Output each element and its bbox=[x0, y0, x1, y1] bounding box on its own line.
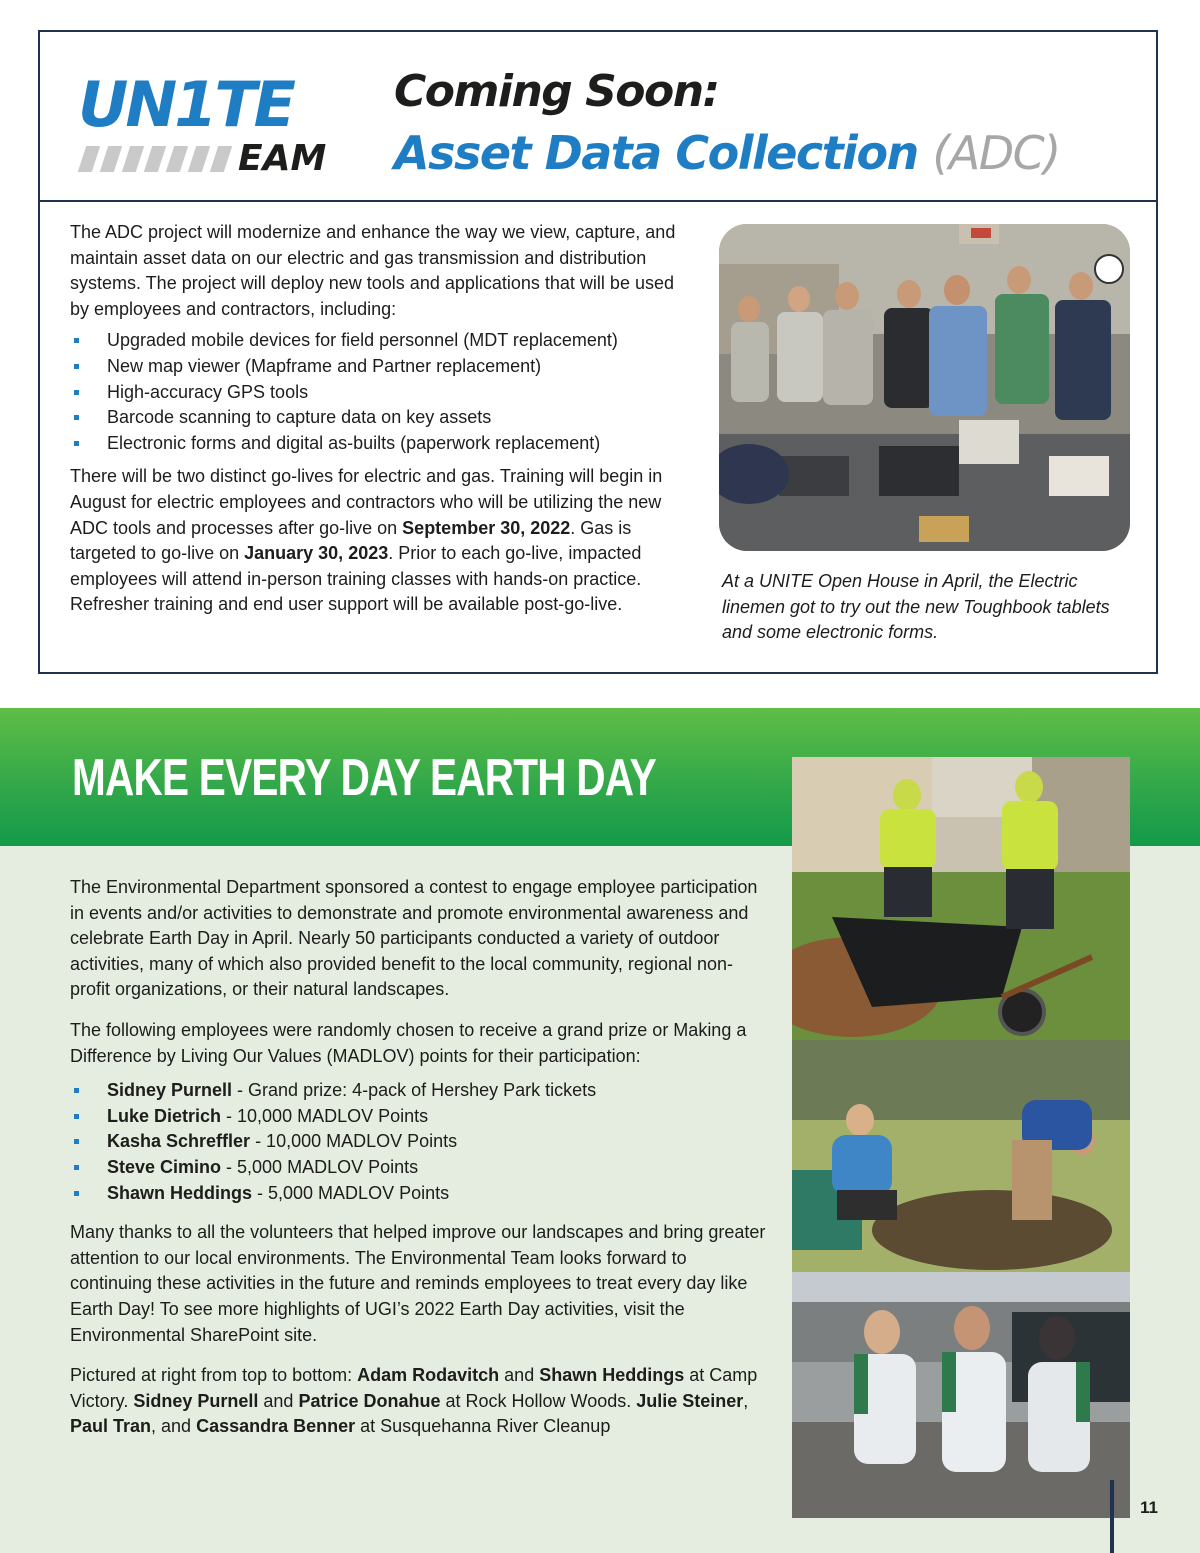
golive-text: There will be two distinct go-lives for electric and gas. Training will begin in August for electric employees and contractors who will be utilizing the new ADC tools and processes after go-live on bbox=[70, 466, 663, 538]
adc-body bbox=[70, 220, 680, 618]
pictured-name: Cassandra Benner bbox=[196, 1416, 356, 1437]
golive-text: . Prior to each go-live, impacted employees will attend in-person training classes with hands-on practice. Refresher training and end user support will be available post-go-live. bbox=[70, 543, 642, 615]
earth-day-title: MAKE EVERY DAY EARTH DAY bbox=[72, 749, 656, 807]
list-item: Barcode scanning to capture data on key assets bbox=[70, 405, 680, 431]
adc-title-coming-soon: Coming Soon: bbox=[394, 66, 719, 117]
adc-title bbox=[394, 126, 1060, 180]
camp-victory-photo bbox=[792, 757, 1130, 1040]
winner-prize: - 10,000 MADLOV Points bbox=[221, 1105, 429, 1126]
list-item bbox=[70, 1129, 770, 1155]
pictured-text: and bbox=[499, 1365, 540, 1386]
unite-eam-logo bbox=[78, 68, 358, 182]
pictured-name: Shawn Heddings bbox=[539, 1365, 685, 1386]
pictured-text: and bbox=[258, 1390, 299, 1411]
page-number: 11 bbox=[1140, 1498, 1158, 1517]
winner-prize: - Grand prize: 4-pack of Hershey Park tickets bbox=[232, 1080, 597, 1101]
list-item bbox=[70, 1155, 770, 1181]
adc-intro: The ADC project will modernize and enhance the way we view, capture, and maintain asset data on our electric and gas transmission and distribution systems. The project will deploy new tools and applications that will be used by employees and contractors, including: bbox=[70, 222, 676, 319]
rock-hollow-photo bbox=[792, 1040, 1130, 1272]
earth-day-body bbox=[70, 875, 770, 1455]
logo-eam-text: EAM bbox=[238, 138, 327, 179]
adc-header bbox=[40, 32, 1156, 202]
winner-name: Sidney Purnell bbox=[107, 1080, 233, 1101]
adc-title-main: Asset Data Collection bbox=[394, 126, 918, 180]
pictured-name: Paul Tran bbox=[70, 1416, 152, 1437]
winners-list bbox=[70, 1078, 770, 1206]
list-item: High-accuracy GPS tools bbox=[70, 380, 680, 406]
earth-paragraph-3: Many thanks to all the volunteers that helped improve our landscapes and bring greater attention to our local environments. The Environmental Team looks forward to continuing these activities in the future and reminds employees to treat every day like Earth Day! To see more highlights of UGI’s 2022 Earth Day activities, visit the Environmental SharePoint site. bbox=[70, 1222, 766, 1345]
pictured-paragraph bbox=[70, 1363, 770, 1440]
list-item: Upgraded mobile devices for field personnel (MDT replacement) bbox=[70, 328, 680, 354]
logo-unite-text: UN1TE bbox=[78, 68, 294, 141]
pictured-text: at Camp Victory. bbox=[70, 1365, 758, 1411]
golive-date-gas: January 30, 2023 bbox=[244, 543, 389, 564]
earth-paragraph-1: The Environmental Department sponsored a contest to engage employee participation in events and/or activities to demonstrate and promote environmental awareness and celebrate Earth Day in April. Nearly 50 participants conducted a variety of outdoor activities, many of which also provided benefit to the local community, regional non-profit organizations, or their natural landscapes. bbox=[70, 877, 758, 1000]
winner-name: Kasha Schreffler bbox=[107, 1131, 251, 1152]
open-house-photo bbox=[719, 224, 1130, 551]
winner-name: Steve Cimino bbox=[107, 1156, 222, 1177]
pictured-text: , bbox=[743, 1390, 749, 1411]
winner-prize: - 10,000 MADLOV Points bbox=[250, 1131, 458, 1152]
adc-golive-paragraph bbox=[70, 464, 680, 618]
pictured-text: at Rock Hollow Woods. bbox=[440, 1390, 637, 1411]
list-item: New map viewer (Mapframe and Partner replacement) bbox=[70, 354, 680, 380]
adc-bullet-list bbox=[70, 328, 680, 456]
pictured-text: at Susquehanna River Cleanup bbox=[355, 1416, 611, 1437]
pictured-name: Adam Rodavitch bbox=[357, 1365, 500, 1386]
winner-name: Luke Dietrich bbox=[107, 1105, 222, 1126]
golive-date-electric: September 30, 2022 bbox=[402, 517, 571, 538]
pictured-name: Patrice Donahue bbox=[298, 1390, 441, 1411]
list-item: Electronic forms and digital as-builts (paperwork replacement) bbox=[70, 431, 680, 457]
pictured-text: , and bbox=[151, 1416, 197, 1437]
river-cleanup-photo bbox=[792, 1272, 1130, 1518]
pictured-name: Julie Steiner bbox=[636, 1390, 744, 1411]
logo-stripes bbox=[82, 146, 252, 172]
adc-title-abbr: (ADC) bbox=[932, 126, 1060, 180]
earth-paragraph-2: The following employees were randomly chosen to receive a grand prize or Making a Difference by Living Our Values (MADLOV) points for their participation: bbox=[70, 1019, 747, 1066]
golive-text: . Gas is targeted to go-live on bbox=[70, 517, 632, 564]
winner-name: Shawn Heddings bbox=[107, 1182, 253, 1203]
list-item bbox=[70, 1181, 770, 1207]
winner-prize: - 5,000 MADLOV Points bbox=[252, 1182, 450, 1203]
page-rule bbox=[1110, 1480, 1114, 1553]
list-item bbox=[70, 1104, 770, 1130]
list-item bbox=[70, 1078, 770, 1104]
pictured-name: Sidney Purnell bbox=[133, 1390, 259, 1411]
photo-caption: At a UNITE Open House in April, the Electric linemen got to try out the new Toughbook tablets and some electronic forms. bbox=[722, 571, 1110, 643]
pictured-text: Pictured at right from top to bottom: bbox=[70, 1365, 358, 1386]
winner-prize: - 5,000 MADLOV Points bbox=[221, 1156, 419, 1177]
